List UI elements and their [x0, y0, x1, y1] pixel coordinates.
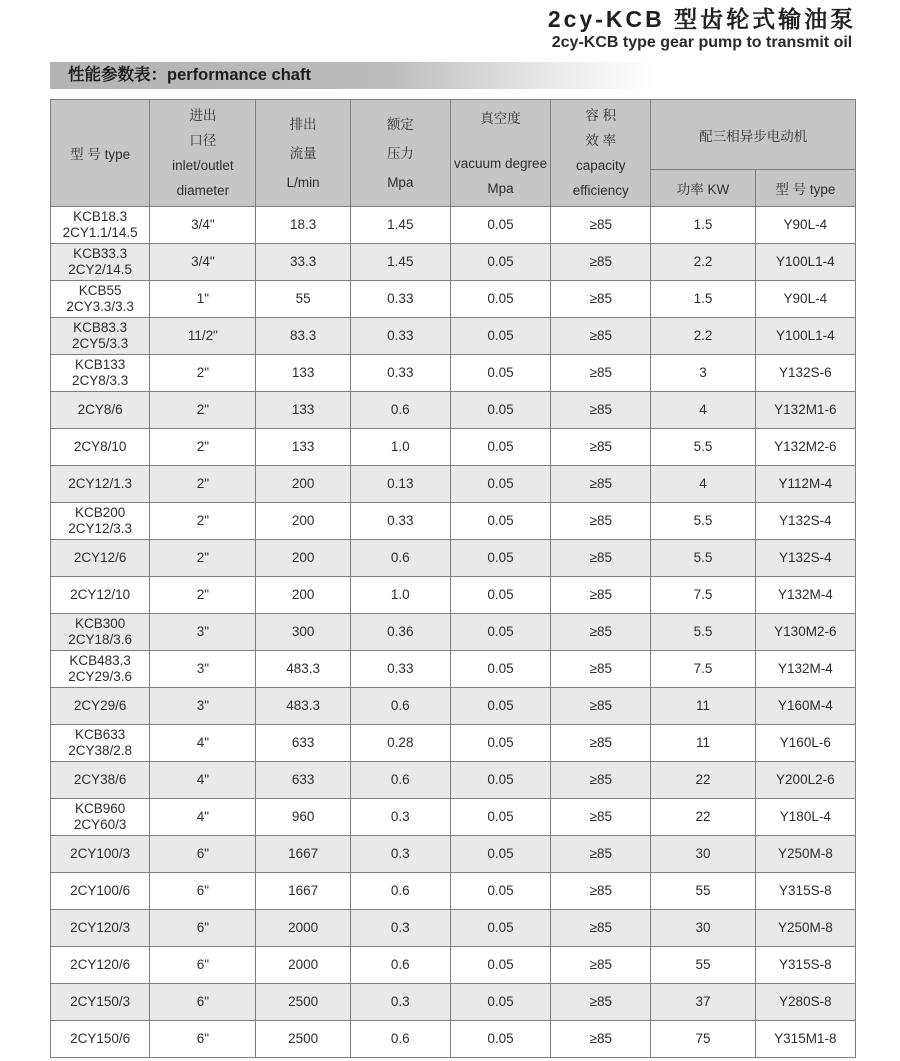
cell-power: 55	[651, 873, 755, 910]
table-row	[51, 392, 856, 429]
table-row	[51, 947, 856, 984]
table-row	[51, 429, 856, 466]
cell-flow: 133	[256, 392, 350, 429]
table-row	[51, 281, 856, 318]
cell-flow: 200	[256, 503, 350, 540]
table-row	[51, 984, 856, 1021]
cell-diameter: 2"	[150, 503, 256, 540]
cell-diameter: 6"	[150, 910, 256, 947]
table-row	[51, 207, 856, 244]
cell-flow: 133	[256, 355, 350, 392]
cell-motor: Y132M-4	[755, 577, 855, 614]
cell-model: 2CY100/6	[51, 873, 150, 910]
cell-flow: 483.3	[256, 688, 350, 725]
cell-flow: 2000	[256, 910, 350, 947]
cell-pressure: 0.13	[350, 466, 450, 503]
cell-motor: Y90L-4	[755, 207, 855, 244]
cell-efficiency: ≥85	[551, 984, 651, 1021]
cell-vacuum: 0.05	[450, 651, 550, 688]
col-header-flow: 排出 流量 L/min	[256, 100, 350, 207]
cell-model: 2CY12/1.3	[51, 466, 150, 503]
section-label-bar	[50, 62, 856, 89]
cell-pressure: 0.3	[350, 799, 450, 836]
cell-power: 5.5	[651, 614, 755, 651]
cell-motor: Y112M-4	[755, 466, 855, 503]
cell-power: 7.5	[651, 651, 755, 688]
cell-motor: Y132S-4	[755, 540, 855, 577]
cell-efficiency: ≥85	[551, 577, 651, 614]
cell-model: 2CY12/6	[51, 540, 150, 577]
cell-pressure: 0.36	[350, 614, 450, 651]
cell-motor: Y250M-8	[755, 836, 855, 873]
cell-flow: 200	[256, 577, 350, 614]
cell-power: 7.5	[651, 577, 755, 614]
cell-motor: Y160M-4	[755, 688, 855, 725]
cell-model: 2CY12/10	[51, 577, 150, 614]
cell-efficiency: ≥85	[551, 651, 651, 688]
cell-diameter: 2"	[150, 466, 256, 503]
table-row	[51, 1021, 856, 1058]
cell-vacuum: 0.05	[450, 984, 550, 1021]
cell-efficiency: ≥85	[551, 688, 651, 725]
cell-pressure: 0.6	[350, 1021, 450, 1058]
cell-flow: 483.3	[256, 651, 350, 688]
cell-power: 37	[651, 984, 755, 1021]
cell-diameter: 6"	[150, 947, 256, 984]
cell-efficiency: ≥85	[551, 540, 651, 577]
cell-power: 30	[651, 910, 755, 947]
cell-power: 30	[651, 836, 755, 873]
cell-motor: Y132S-4	[755, 503, 855, 540]
cell-flow: 18.3	[256, 207, 350, 244]
cell-diameter: 2"	[150, 392, 256, 429]
table-row	[51, 762, 856, 799]
cell-pressure: 0.33	[350, 651, 450, 688]
cell-model: KCB133 2CY8/3.3	[51, 355, 150, 392]
cell-flow: 1667	[256, 836, 350, 873]
cell-efficiency: ≥85	[551, 429, 651, 466]
cell-vacuum: 0.05	[450, 577, 550, 614]
table-row	[51, 910, 856, 947]
cell-flow: 200	[256, 466, 350, 503]
cell-model: 2CY100/3	[51, 836, 150, 873]
cell-vacuum: 0.05	[450, 207, 550, 244]
cell-vacuum: 0.05	[450, 614, 550, 651]
section-label: 性能参数表：performance chaft	[68, 66, 311, 84]
cell-pressure: 0.3	[350, 910, 450, 947]
cell-pressure: 0.6	[350, 392, 450, 429]
cell-model: 2CY8/6	[51, 392, 150, 429]
cell-efficiency: ≥85	[551, 244, 651, 281]
cell-diameter: 6"	[150, 984, 256, 1021]
cell-model: 2CY120/3	[51, 910, 150, 947]
cell-pressure: 0.33	[350, 281, 450, 318]
cell-efficiency: ≥85	[551, 947, 651, 984]
cell-model: 2CY120/6	[51, 947, 150, 984]
col-header-motor-group: 配三相异步电动机	[651, 100, 856, 170]
table-row	[51, 651, 856, 688]
cell-diameter: 3"	[150, 651, 256, 688]
cell-vacuum: 0.05	[450, 281, 550, 318]
cell-power: 11	[651, 725, 755, 762]
cell-model: 2CY150/3	[51, 984, 150, 1021]
cell-vacuum: 0.05	[450, 355, 550, 392]
cell-model: 2CY29/6	[51, 688, 150, 725]
cell-pressure: 0.6	[350, 540, 450, 577]
cell-power: 2.2	[651, 244, 755, 281]
cell-power: 5.5	[651, 503, 755, 540]
cell-pressure: 0.6	[350, 947, 450, 984]
cell-power: 1.5	[651, 281, 755, 318]
cell-pressure: 0.3	[350, 984, 450, 1021]
cell-efficiency: ≥85	[551, 466, 651, 503]
cell-diameter: 2"	[150, 577, 256, 614]
cell-flow: 2500	[256, 984, 350, 1021]
cell-power: 5.5	[651, 429, 755, 466]
cell-efficiency: ≥85	[551, 281, 651, 318]
cell-pressure: 0.28	[350, 725, 450, 762]
cell-efficiency: ≥85	[551, 207, 651, 244]
cell-pressure: 1.45	[350, 244, 450, 281]
table-row	[51, 244, 856, 281]
cell-flow: 960	[256, 799, 350, 836]
cell-vacuum: 0.05	[450, 318, 550, 355]
table-row	[51, 873, 856, 910]
cell-model: KCB483.3 2CY29/3.6	[51, 651, 150, 688]
cell-efficiency: ≥85	[551, 910, 651, 947]
performance-table	[50, 99, 856, 1058]
cell-flow: 55	[256, 281, 350, 318]
cell-diameter: 4"	[150, 762, 256, 799]
cell-motor: Y180L-4	[755, 799, 855, 836]
cell-power: 22	[651, 799, 755, 836]
page-header	[522, 6, 882, 53]
col-header-model-label: 型 号 type	[70, 147, 131, 162]
cell-motor: Y132M1-6	[755, 392, 855, 429]
cell-flow: 2000	[256, 947, 350, 984]
cell-model: KCB633 2CY38/2.8	[51, 725, 150, 762]
cell-diameter: 11/2"	[150, 318, 256, 355]
cell-efficiency: ≥85	[551, 725, 651, 762]
cell-diameter: 6"	[150, 836, 256, 873]
cell-flow: 200	[256, 540, 350, 577]
cell-vacuum: 0.05	[450, 873, 550, 910]
page-title-cn: 2cy-KCB 型齿轮式输油泵	[547, 6, 857, 32]
cell-power: 4	[651, 392, 755, 429]
table-row	[51, 799, 856, 836]
cell-efficiency: ≥85	[551, 873, 651, 910]
col-header-vacuum: 真空度 vacuum degree Mpa	[450, 100, 550, 207]
cell-flow: 1667	[256, 873, 350, 910]
cell-pressure: 0.33	[350, 503, 450, 540]
cell-pressure: 1.0	[350, 429, 450, 466]
cell-vacuum: 0.05	[450, 688, 550, 725]
cell-power: 11	[651, 688, 755, 725]
cell-motor: Y132M2-6	[755, 429, 855, 466]
cell-diameter: 3"	[150, 614, 256, 651]
cell-model: KCB18.3 2CY1.1/14.5	[51, 207, 150, 244]
cell-efficiency: ≥85	[551, 392, 651, 429]
cell-power: 4	[651, 466, 755, 503]
cell-motor: Y132M-4	[755, 651, 855, 688]
cell-model: KCB960 2CY60/3	[51, 799, 150, 836]
cell-motor: Y250M-8	[755, 910, 855, 947]
table-row	[51, 614, 856, 651]
cell-motor: Y200L2-6	[755, 762, 855, 799]
cell-diameter: 1"	[150, 281, 256, 318]
cell-model: 2CY38/6	[51, 762, 150, 799]
cell-flow: 300	[256, 614, 350, 651]
cell-diameter: 2"	[150, 355, 256, 392]
cell-diameter: 4"	[150, 799, 256, 836]
cell-motor: Y132S-6	[755, 355, 855, 392]
cell-diameter: 2"	[150, 540, 256, 577]
cell-model: KCB55 2CY3.3/3.3	[51, 281, 150, 318]
cell-pressure: 0.3	[350, 836, 450, 873]
table-row	[51, 725, 856, 762]
cell-power: 75	[651, 1021, 755, 1058]
cell-vacuum: 0.05	[450, 947, 550, 984]
table-row	[51, 503, 856, 540]
table-row	[51, 466, 856, 503]
cell-model: 2CY8/10	[51, 429, 150, 466]
cell-vacuum: 0.05	[450, 466, 550, 503]
col-header-pressure: 额定 压力 Mpa	[350, 100, 450, 207]
cell-vacuum: 0.05	[450, 1021, 550, 1058]
cell-flow: 2500	[256, 1021, 350, 1058]
table-body	[51, 207, 856, 1058]
cell-vacuum: 0.05	[450, 836, 550, 873]
table-row	[51, 836, 856, 873]
col-header-motor-model: 型 号 type	[755, 170, 855, 207]
table-row	[51, 540, 856, 577]
cell-motor: Y160L-6	[755, 725, 855, 762]
cell-flow: 83.3	[256, 318, 350, 355]
cell-efficiency: ≥85	[551, 355, 651, 392]
cell-diameter: 3"	[150, 688, 256, 725]
col-header-model	[51, 100, 150, 207]
page-title-en: 2cy-KCB type gear pump to transmit oil	[551, 34, 853, 51]
cell-motor: Y130M2-6	[755, 614, 855, 651]
table-row	[51, 355, 856, 392]
cell-diameter: 6"	[150, 1021, 256, 1058]
cell-pressure: 1.0	[350, 577, 450, 614]
cell-efficiency: ≥85	[551, 614, 651, 651]
cell-vacuum: 0.05	[450, 799, 550, 836]
cell-model: KCB300 2CY18/3.6	[51, 614, 150, 651]
cell-vacuum: 0.05	[450, 725, 550, 762]
cell-pressure: 0.6	[350, 688, 450, 725]
cell-efficiency: ≥85	[551, 799, 651, 836]
cell-pressure: 1.45	[350, 207, 450, 244]
cell-power: 2.2	[651, 318, 755, 355]
col-header-efficiency: 容 积 效 率 capacity efficiency	[551, 100, 651, 207]
cell-power: 1.5	[651, 207, 755, 244]
cell-motor: Y315S-8	[755, 873, 855, 910]
cell-vacuum: 0.05	[450, 429, 550, 466]
cell-pressure: 0.33	[350, 355, 450, 392]
cell-flow: 633	[256, 762, 350, 799]
cell-model: KCB83.3 2CY5/3.3	[51, 318, 150, 355]
cell-vacuum: 0.05	[450, 392, 550, 429]
cell-motor: Y100L1-4	[755, 244, 855, 281]
table-row	[51, 318, 856, 355]
cell-motor: Y315M1-8	[755, 1021, 855, 1058]
cell-flow: 133	[256, 429, 350, 466]
col-header-motor-power: 功率 KW	[651, 170, 755, 207]
cell-power: 22	[651, 762, 755, 799]
cell-power: 3	[651, 355, 755, 392]
cell-model: KCB200 2CY12/3.3	[51, 503, 150, 540]
cell-motor: Y90L-4	[755, 281, 855, 318]
cell-efficiency: ≥85	[551, 1021, 651, 1058]
col-header-diameter: 进出 口径 inlet/outlet diameter	[150, 100, 256, 207]
cell-flow: 33.3	[256, 244, 350, 281]
cell-motor: Y280S-8	[755, 984, 855, 1021]
cell-diameter: 3/4"	[150, 207, 256, 244]
cell-motor: Y315S-8	[755, 947, 855, 984]
cell-diameter: 4"	[150, 725, 256, 762]
cell-diameter: 3/4"	[150, 244, 256, 281]
cell-pressure: 0.6	[350, 762, 450, 799]
cell-power: 55	[651, 947, 755, 984]
cell-vacuum: 0.05	[450, 910, 550, 947]
cell-efficiency: ≥85	[551, 318, 651, 355]
cell-efficiency: ≥85	[551, 503, 651, 540]
cell-diameter: 2"	[150, 429, 256, 466]
cell-vacuum: 0.05	[450, 540, 550, 577]
table-row	[51, 688, 856, 725]
cell-efficiency: ≥85	[551, 836, 651, 873]
cell-efficiency: ≥85	[551, 762, 651, 799]
cell-model: 2CY150/6	[51, 1021, 150, 1058]
table-row	[51, 577, 856, 614]
cell-vacuum: 0.05	[450, 244, 550, 281]
cell-power: 5.5	[651, 540, 755, 577]
cell-vacuum: 0.05	[450, 503, 550, 540]
cell-motor: Y100L1-4	[755, 318, 855, 355]
cell-vacuum: 0.05	[450, 762, 550, 799]
cell-model: KCB33.3 2CY2/14.5	[51, 244, 150, 281]
cell-pressure: 0.33	[350, 318, 450, 355]
cell-flow: 633	[256, 725, 350, 762]
cell-pressure: 0.6	[350, 873, 450, 910]
cell-diameter: 6"	[150, 873, 256, 910]
